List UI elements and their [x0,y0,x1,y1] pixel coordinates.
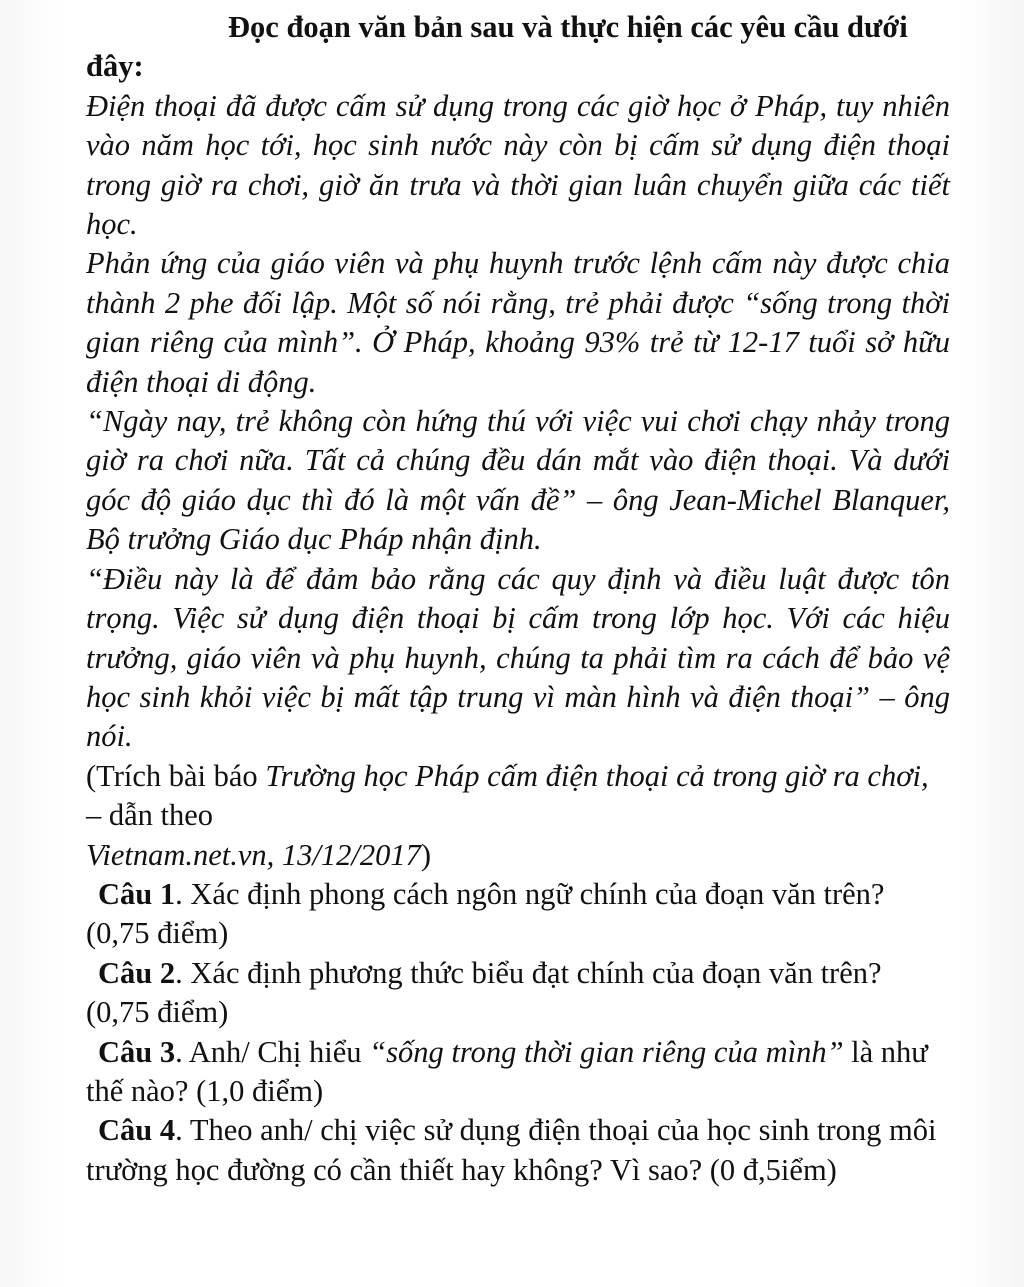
source-close: ) [420,837,432,872]
passage-paragraph-2: Phản ứng của giáo viên và phụ huynh trước lệnh cấm này được chia thành 2 phe đối lập. Một số nói rằng, trẻ phải được “sống trong thời gian riêng của mình”. Ở Pháp, khoảng 93% trẻ từ 12-17 tuổi sở hữu điện thoại di động. [86,246,950,399]
question-text: . Xác định phương thức biểu đạt chính của đoạn văn trên? (0,75 điểm) [86,955,882,1030]
question-text: . Theo anh/ chị việc sử dụng điện thoại của học sinh trong môi trường học đường có cần thiết hay không? Vì sao? (0 đ,5iểm) [86,1113,937,1187]
question-1 [86,875,950,954]
question-4 [86,1111,950,1190]
question-text: . Xác định phong cách ngôn ngữ chính của đoạn văn trên? (0,75 điểm) [86,876,885,951]
source-site-date: Vietnam.net.vn, 13/12/2017 [86,837,421,872]
passage-paragraph-1: Điện thoại đã được cấm sử dụng trong các giờ học ở Pháp, tuy nhiên vào năm học tới, học sinh nước này còn bị cấm sử dụng điện thoại trong giờ ra chơi, giờ ăn trưa và thời gian luân chuyển giữa các tiết học. [86,88,950,242]
passage-paragraph-3: “Ngày nay, trẻ không còn hứng thú với việc vui chơi chạy nhảy trong giờ ra chơi nữa. Tất cả chúng đều dán mắt vào điện thoại. Và dưới góc độ giáo dục thì đó là một vấn đề” – ông Jean-Michel Blanquer, Bộ trưởng Giáo dục Pháp nhận định. [86,404,950,557]
question-text: . Anh/ Chị hiểu [175,1034,370,1069]
passage-paragraph-4: “Điều này là để đảm bảo rằng các quy định và điều luật được tôn trọng. Việc sử dụng điện thoại bị cấm trong lớp học. Với các hiệu trưởng, giáo viên và phụ huynh, chúng ta phải tìm ra cách để bảo vệ học sinh khỏi việc bị mất tập trung vì màn hình và điện thoại” – ông nói. [86,561,950,754]
question-3 [86,1033,950,1112]
question-quote: “sống trong thời gian riêng của mình” [369,1034,844,1069]
question-label: Câu 3 [98,1034,176,1069]
question-label: Câu 1 [98,876,176,911]
document-body [86,8,950,1190]
question-text-end: là như thế nào? (1,0 điểm) [86,1034,928,1108]
source-citation [86,757,950,875]
source-open: (Trích bài báo [86,758,266,793]
source-article-title: Trường học Pháp cấm điện thoại cả trong giờ ra chơi, [265,758,929,793]
question-2 [86,954,950,1033]
source-via: – dẫn theo [86,798,214,833]
question-label: Câu 4 [98,1113,176,1148]
question-label: Câu 2 [98,955,176,990]
instruction-heading: Đọc đoạn văn bản sau và thực hiện các yêu cầu dưới đây: [86,10,908,84]
